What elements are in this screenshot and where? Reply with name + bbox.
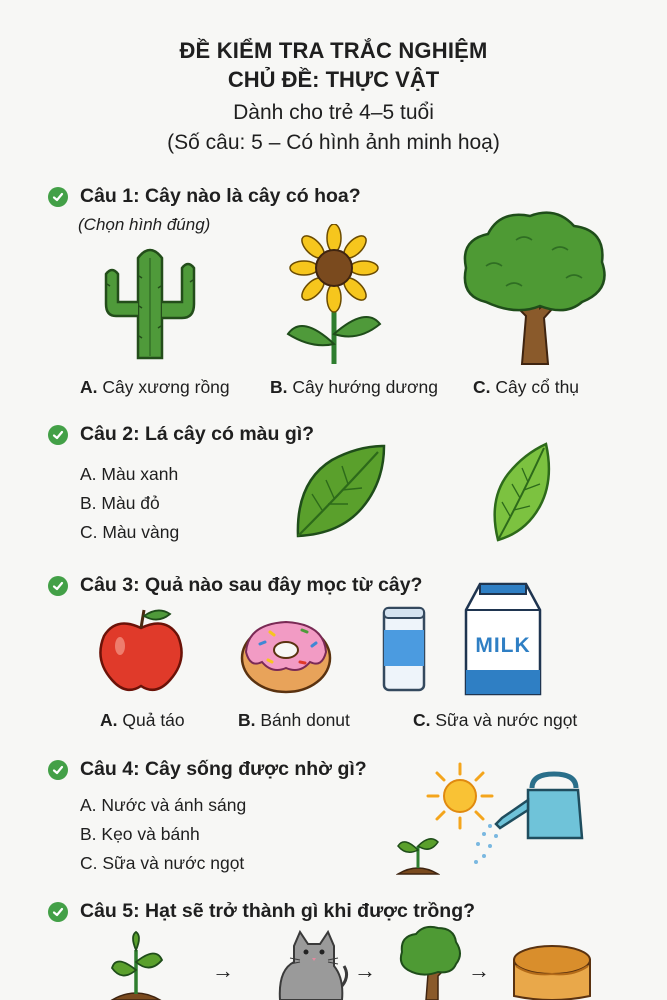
- sunflower-icon[interactable]: [282, 224, 386, 366]
- q1-option-a[interactable]: [80, 377, 230, 398]
- q1-option-b-text: Cây hướng dương: [292, 377, 438, 397]
- quiz-info: (Số câu: 5 – Có hình ảnh minh hoạ): [167, 131, 500, 154]
- q1-option-a-text: Cây xương rồng: [102, 377, 230, 397]
- cake-icon[interactable]: [510, 934, 594, 1000]
- q1-option-c-letter: C.: [473, 377, 491, 397]
- leaf-icon[interactable]: [292, 442, 388, 542]
- question-1-text: Câu 1: Cây nào là cây có hoa?: [80, 185, 361, 207]
- tree-icon[interactable]: [398, 924, 464, 1000]
- q1-option-c-text: Cây cổ thụ: [495, 377, 580, 397]
- tree-icon[interactable]: [456, 206, 612, 366]
- sprout-icon: [396, 832, 440, 876]
- q1-option-c[interactable]: [473, 377, 579, 398]
- check-icon: [48, 187, 68, 207]
- q2-option-a[interactable]: A. Màu xanh: [80, 464, 179, 484]
- check-icon: [48, 760, 68, 780]
- arrow-icon: →: [354, 958, 376, 983]
- q3-option-b-text: Bánh donut: [260, 710, 350, 730]
- question-1-hint: (Chọn hình đúng): [78, 215, 211, 234]
- q1-option-b-letter: B.: [270, 377, 288, 397]
- q4-option-b[interactable]: B. Kẹo và bánh: [80, 824, 200, 844]
- donut-icon[interactable]: [240, 612, 332, 694]
- q4-option-c[interactable]: C. Sữa và nước ngọt: [80, 853, 245, 873]
- q3-option-c-text: Sữa và nước ngọt: [435, 710, 578, 730]
- title-line-1: ĐỀ KIỂM TRA TRẮC NGHIỆM: [179, 38, 488, 63]
- leaf-icon[interactable]: [490, 440, 554, 544]
- q3-option-b-letter: B.: [238, 710, 256, 730]
- q2-option-c[interactable]: C. Màu vàng: [80, 522, 180, 542]
- milk-label: MILK: [475, 634, 531, 657]
- q3-option-c-letter: C.: [413, 710, 431, 730]
- sprout-icon[interactable]: [108, 930, 164, 1000]
- question-3-title: [48, 574, 422, 597]
- q3-option-b[interactable]: [238, 710, 350, 731]
- water-drops-icon: [470, 822, 510, 866]
- apple-icon[interactable]: [96, 606, 186, 694]
- question-2-text: Câu 2: Lá cây có màu gì?: [80, 423, 315, 445]
- milk-glass-icon[interactable]: [380, 604, 428, 694]
- q2-option-b[interactable]: B. Màu đỏ: [80, 493, 160, 513]
- arrow-icon: →: [212, 958, 234, 983]
- question-3-text: Câu 3: Quả nào sau đây mọc từ cây?: [80, 574, 423, 596]
- cactus-icon[interactable]: [98, 238, 202, 366]
- q1-option-a-letter: A.: [80, 377, 98, 397]
- q3-option-a[interactable]: [100, 710, 185, 731]
- question-4-title: [48, 758, 367, 781]
- worksheet-header: [0, 36, 667, 158]
- q4-option-a[interactable]: A. Nước và ánh sáng: [80, 795, 247, 815]
- subtitle: Dành cho trẻ 4–5 tuổi: [233, 101, 434, 124]
- arrow-icon: →: [468, 958, 490, 983]
- title-line-2: CHỦ ĐỀ: THỰC VẬT: [227, 67, 440, 92]
- q3-option-a-text: Quả táo: [122, 710, 185, 730]
- cat-icon[interactable]: [270, 926, 350, 1000]
- question-2-title: [48, 423, 314, 446]
- q3-option-a-letter: A.: [100, 710, 118, 730]
- question-1-title: [48, 185, 361, 208]
- question-5-title: [48, 900, 475, 923]
- question-4-text: Câu 4: Cây sống được nhờ gì?: [80, 758, 367, 780]
- q1-option-b[interactable]: [270, 377, 438, 398]
- q3-option-c[interactable]: [413, 710, 577, 731]
- check-icon: [48, 902, 68, 922]
- question-5-text: Câu 5: Hạt sẽ trở thành gì khi được trồng?: [80, 900, 476, 922]
- check-icon: [48, 576, 68, 596]
- check-icon: [48, 425, 68, 445]
